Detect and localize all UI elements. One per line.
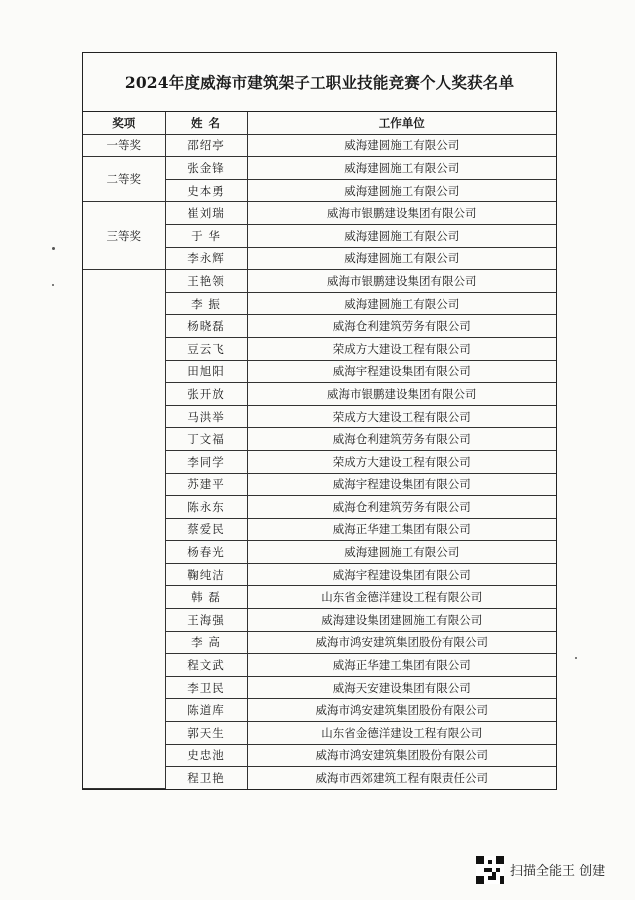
unit-cell: 威海正华建工集团有限公司: [247, 518, 556, 541]
unit-cell: 威海仓利建筑劳务有限公司: [247, 315, 556, 338]
header-award: 奖项: [83, 112, 165, 134]
award-cell: [83, 270, 165, 789]
unit-cell: 威海市银鹏建设集团有限公司: [247, 202, 556, 225]
name-cell: 于 华: [165, 224, 247, 247]
unit-cell: 威海市鸿安建筑集团股份有限公司: [247, 699, 556, 722]
unit-cell: 威海市银鹏建设集团有限公司: [247, 270, 556, 293]
name-cell: 张开放: [165, 383, 247, 406]
name-cell: 李同学: [165, 450, 247, 473]
unit-cell: 威海建圆施工有限公司: [247, 179, 556, 202]
name-cell: 蔡爱民: [165, 518, 247, 541]
scan-speck: [52, 247, 55, 250]
unit-cell: 威海建圆施工有限公司: [247, 157, 556, 180]
unit-cell: 威海建圆施工有限公司: [247, 292, 556, 315]
name-cell: 丁文福: [165, 428, 247, 451]
name-cell: 史忠池: [165, 744, 247, 767]
unit-cell: 威海宇程建设集团有限公司: [247, 360, 556, 383]
name-cell: 杨晓磊: [165, 315, 247, 338]
document-title: 2024年度威海市建筑架子工职业技能竞赛个人奖获名单: [83, 53, 556, 112]
name-cell: 陈道库: [165, 699, 247, 722]
unit-cell: 荣成方大建设工程有限公司: [247, 450, 556, 473]
unit-cell: 威海宇程建设集团有限公司: [247, 473, 556, 496]
award-cell: 一等奖: [83, 134, 165, 157]
name-cell: 崔刘瑞: [165, 202, 247, 225]
scan-speck: [575, 657, 577, 659]
table-row: [83, 270, 556, 293]
name-cell: 李 振: [165, 292, 247, 315]
name-cell: 杨春光: [165, 541, 247, 564]
name-cell: 马洪举: [165, 405, 247, 428]
table-row: [83, 157, 556, 180]
unit-cell: 威海仓利建筑劳务有限公司: [247, 428, 556, 451]
name-cell: 鞠纯洁: [165, 563, 247, 586]
unit-cell: 威海市西郊建筑工程有限责任公司: [247, 767, 556, 789]
name-cell: 李卫民: [165, 676, 247, 699]
unit-cell: 山东省金德洋建设工程有限公司: [247, 586, 556, 609]
unit-cell: 威海宇程建设集团有限公司: [247, 563, 556, 586]
name-cell: 邵绍亭: [165, 134, 247, 157]
unit-cell: 威海建圆施工有限公司: [247, 541, 556, 564]
qr-code-icon: [476, 856, 504, 884]
name-cell: 苏建平: [165, 473, 247, 496]
unit-cell: 威海建圆施工有限公司: [247, 224, 556, 247]
award-list-document: [82, 52, 557, 790]
unit-cell: 威海市鸿安建筑集团股份有限公司: [247, 631, 556, 654]
name-cell: 陈永东: [165, 496, 247, 519]
award-cell: 三等奖: [83, 202, 165, 270]
table-header-row: [83, 112, 556, 134]
name-cell: 豆云飞: [165, 337, 247, 360]
table-row: [83, 202, 556, 225]
name-cell: 李永辉: [165, 247, 247, 270]
scanner-watermark: 扫描全能王 创建: [510, 864, 606, 879]
header-unit: 工作单位: [247, 112, 556, 134]
name-cell: 程卫艳: [165, 767, 247, 789]
name-cell: 程文武: [165, 654, 247, 677]
name-cell: 李 高: [165, 631, 247, 654]
award-table: [83, 112, 556, 789]
unit-cell: 威海仓利建筑劳务有限公司: [247, 496, 556, 519]
header-name: 姓 名: [165, 112, 247, 134]
name-cell: 郭天生: [165, 722, 247, 745]
unit-cell: 威海正华建工集团有限公司: [247, 654, 556, 677]
unit-cell: 荣成方大建设工程有限公司: [247, 337, 556, 360]
unit-cell: 威海建圆施工有限公司: [247, 247, 556, 270]
award-cell: 二等奖: [83, 157, 165, 202]
unit-cell: 山东省金德洋建设工程有限公司: [247, 722, 556, 745]
name-cell: 田旭阳: [165, 360, 247, 383]
scan-speck: [52, 284, 54, 286]
unit-cell: 威海建设集团建圆施工有限公司: [247, 609, 556, 632]
unit-cell: 威海市鸿安建筑集团股份有限公司: [247, 744, 556, 767]
name-cell: 史本勇: [165, 179, 247, 202]
table-row: [83, 134, 556, 157]
unit-cell: 荣成方大建设工程有限公司: [247, 405, 556, 428]
name-cell: 王艳领: [165, 270, 247, 293]
unit-cell: 威海市银鹏建设集团有限公司: [247, 383, 556, 406]
name-cell: 王海强: [165, 609, 247, 632]
unit-cell: 威海建圆施工有限公司: [247, 134, 556, 157]
name-cell: 韩 磊: [165, 586, 247, 609]
unit-cell: 威海天安建设集团有限公司: [247, 676, 556, 699]
name-cell: 张金锋: [165, 157, 247, 180]
